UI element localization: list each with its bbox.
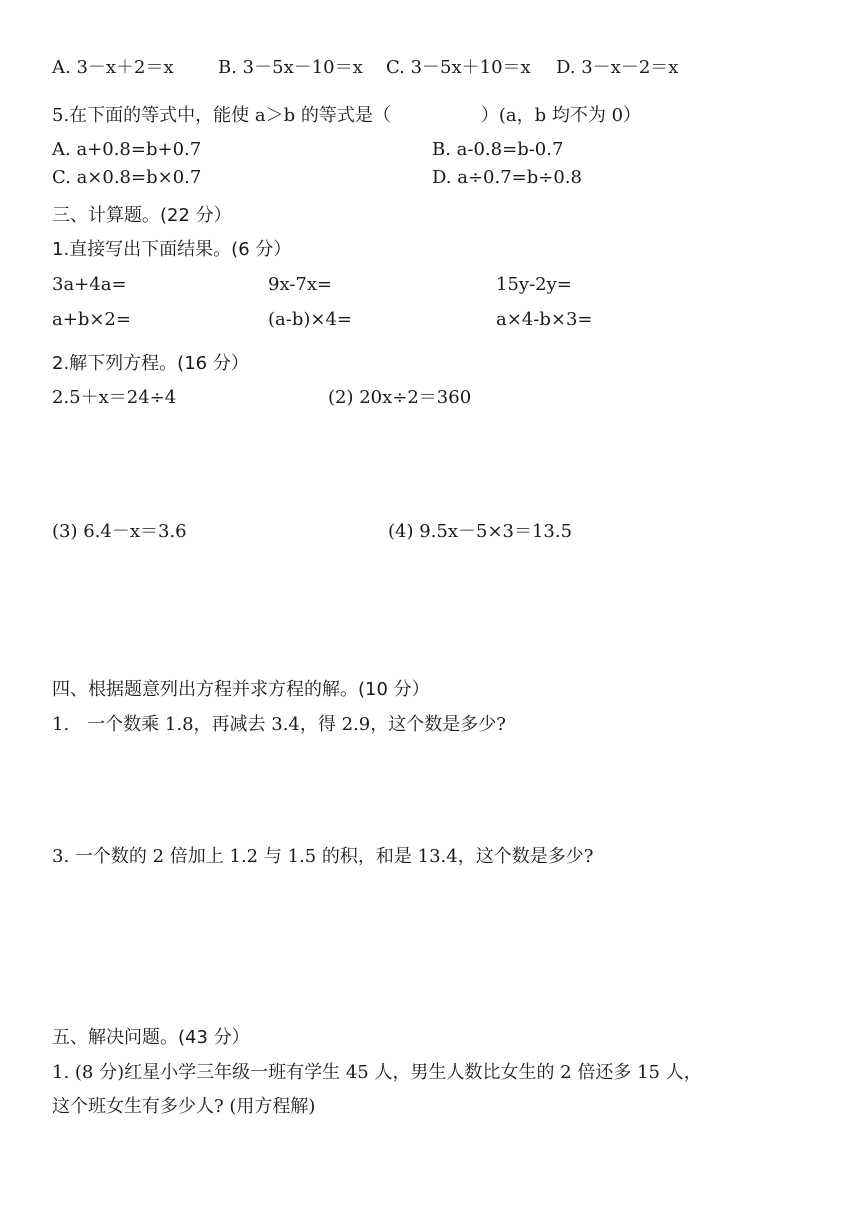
equation-1: 2.5＋x＝24÷4	[52, 387, 177, 408]
q5-option-c: C. a×0.8=b×0.7	[52, 167, 202, 188]
section5-title: 五、解决问题。(43 分）	[52, 1027, 250, 1048]
q5-option-d: D. a÷0.7=b÷0.8	[432, 167, 582, 188]
equation-2: (2) 20x÷2＝360	[328, 387, 472, 408]
equation-4: (4) 9.5x－5×3＝13.5	[388, 521, 573, 542]
equation-3: (3) 6.4－x＝3.6	[52, 521, 187, 542]
section3-sub2-title: 2.解下列方程。(16 分）	[52, 353, 249, 374]
q5-stem: 5.在下面的等式中，能使 a＞b 的等式是（ ）(a，b 均不为 0）	[52, 105, 642, 126]
q4-option-b: B. 3－5x－10＝x	[218, 57, 363, 78]
q4-option-c: C. 3－5x＋10＝x	[386, 57, 531, 78]
calc-item: a×4-b×3=	[496, 309, 593, 330]
section5-question-1-line2: 这个班女生有多少人? (用方程解)	[52, 1096, 316, 1117]
calc-item: a+b×2=	[52, 309, 131, 330]
section3-title: 三、计算题。(22 分）	[52, 205, 232, 226]
calc-item: 9x-7x=	[268, 274, 333, 295]
section4-title: 四、根据题意列出方程并求方程的解。(10 分）	[52, 679, 430, 700]
q4-option-a: A. 3－x＋2＝x	[52, 57, 174, 78]
section3-sub1-title: 1.直接写出下面结果。(6 分）	[52, 239, 292, 260]
calc-item: 3a+4a=	[52, 274, 127, 295]
calc-item: (a-b)×4=	[268, 309, 352, 330]
q5-option-b: B. a-0.8=b-0.7	[432, 139, 564, 160]
q4-option-d: D. 3－x－2＝x	[556, 57, 679, 78]
calc-item: 15y-2y=	[496, 274, 572, 295]
section4-question-3: 3. 一个数的 2 倍加上 1.2 与 1.5 的积，和是 13.4，这个数是多少?	[52, 846, 594, 867]
section5-question-1-line1: 1. (8 分)红星小学三年级一班有学生 45 人，男生人数比女生的 2 倍还多 15 人，	[52, 1062, 702, 1083]
q5-option-a: A. a+0.8=b+0.7	[52, 139, 202, 160]
section4-question-1: 1. 一个数乘 1.8，再减去 3.4，得 2.9，这个数是多少?	[52, 714, 506, 735]
